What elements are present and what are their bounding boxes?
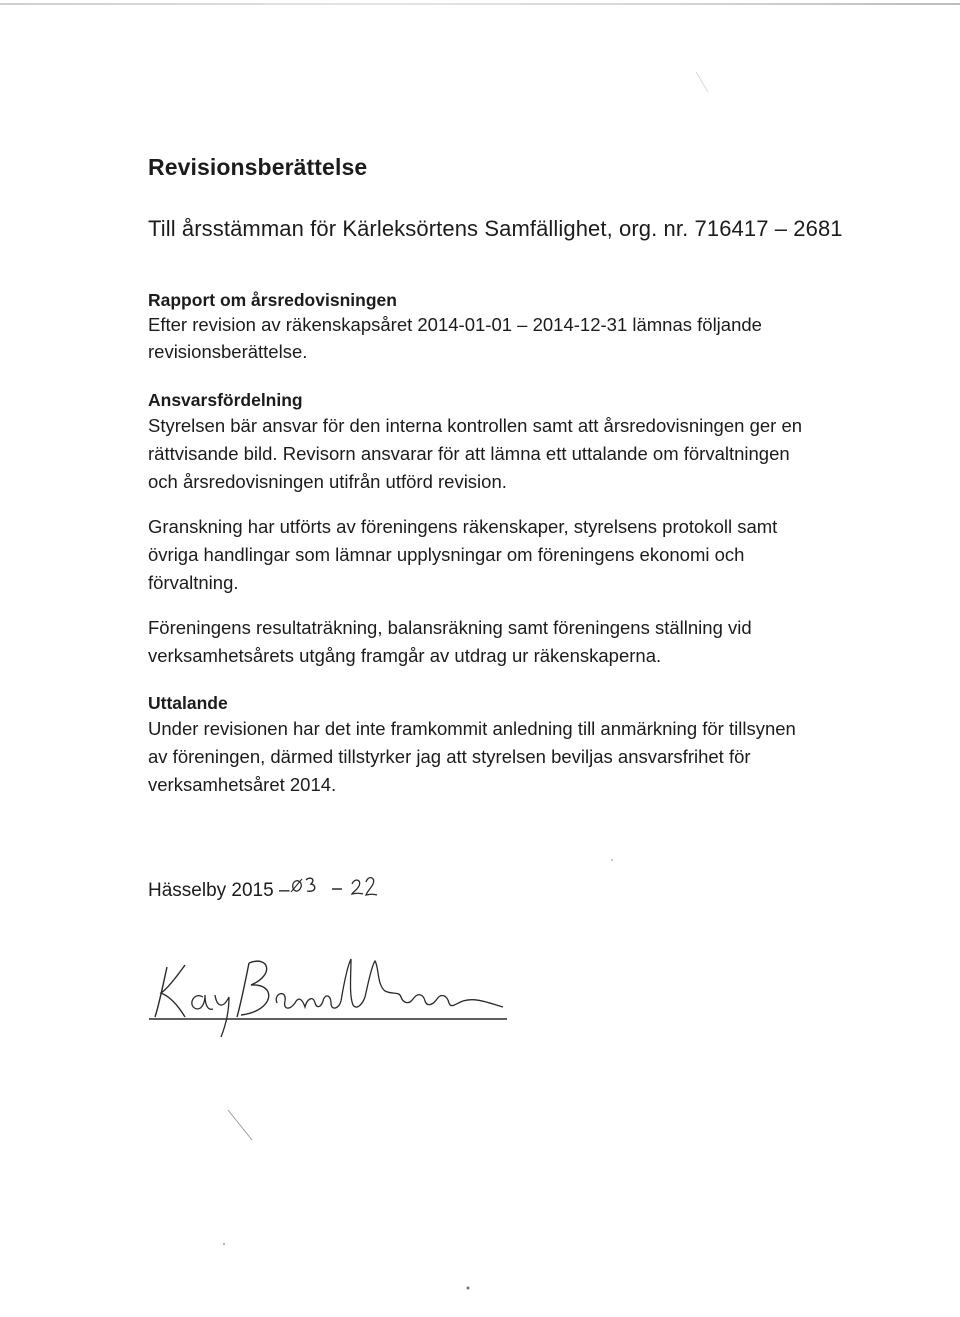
body-line: verksamhetsåret 2014. <box>148 774 337 795</box>
body-line: och årsredovisningen utifrån utförd revision. <box>148 471 507 492</box>
section-heading-rapport: Rapport om årsredovisningen <box>148 290 397 310</box>
body-line: av föreningen, därmed tillstyrker jag att styrelsen beviljas ansvarsfrihet för <box>148 746 751 767</box>
body-line: Under revisionen har det inte framkommit anledning till anmärkning för tillsynen <box>148 718 796 739</box>
document-title: Revisionsberättelse <box>148 154 368 180</box>
body-line: revisionsberättelse. <box>148 340 308 362</box>
section-heading-ansvarsfordelning: Ansvarsfördelning <box>148 390 303 410</box>
body-line: Efter revision av räkenskapsåret 2014-01-01 – 2014-12-31 lämnas följande <box>148 314 762 335</box>
body-line: rättvisande bild. Revisorn ansvarar för att lämna ett uttalande om förvaltningen <box>148 443 790 464</box>
body-line: Styrelsen bär ansvar för den interna kontrollen samt att årsredovisningen ger en <box>148 415 803 436</box>
body-line: Granskning har utförts av föreningens räkenskaper, styrelsens protokoll samt <box>148 516 778 537</box>
body-line: Föreningens resultaträkning, balansräkning samt föreningens ställning vid <box>148 617 752 638</box>
body-line: verksamhetsårets utgång framgår av utdrag ur räkenskaperna. <box>148 645 662 666</box>
addressee-line: Till årsstämman för Kärleksörtens Samfällighet, org. nr. 716417 – 2681 <box>148 216 843 241</box>
place-date-line: Hässelby 2015 – <box>148 880 290 901</box>
section-heading-uttalande: Uttalande <box>148 693 228 713</box>
body-line: övriga handlingar som lämnar upplysningar om föreningens ekonomi och <box>148 544 745 565</box>
body-line: förvaltning. <box>148 572 239 593</box>
